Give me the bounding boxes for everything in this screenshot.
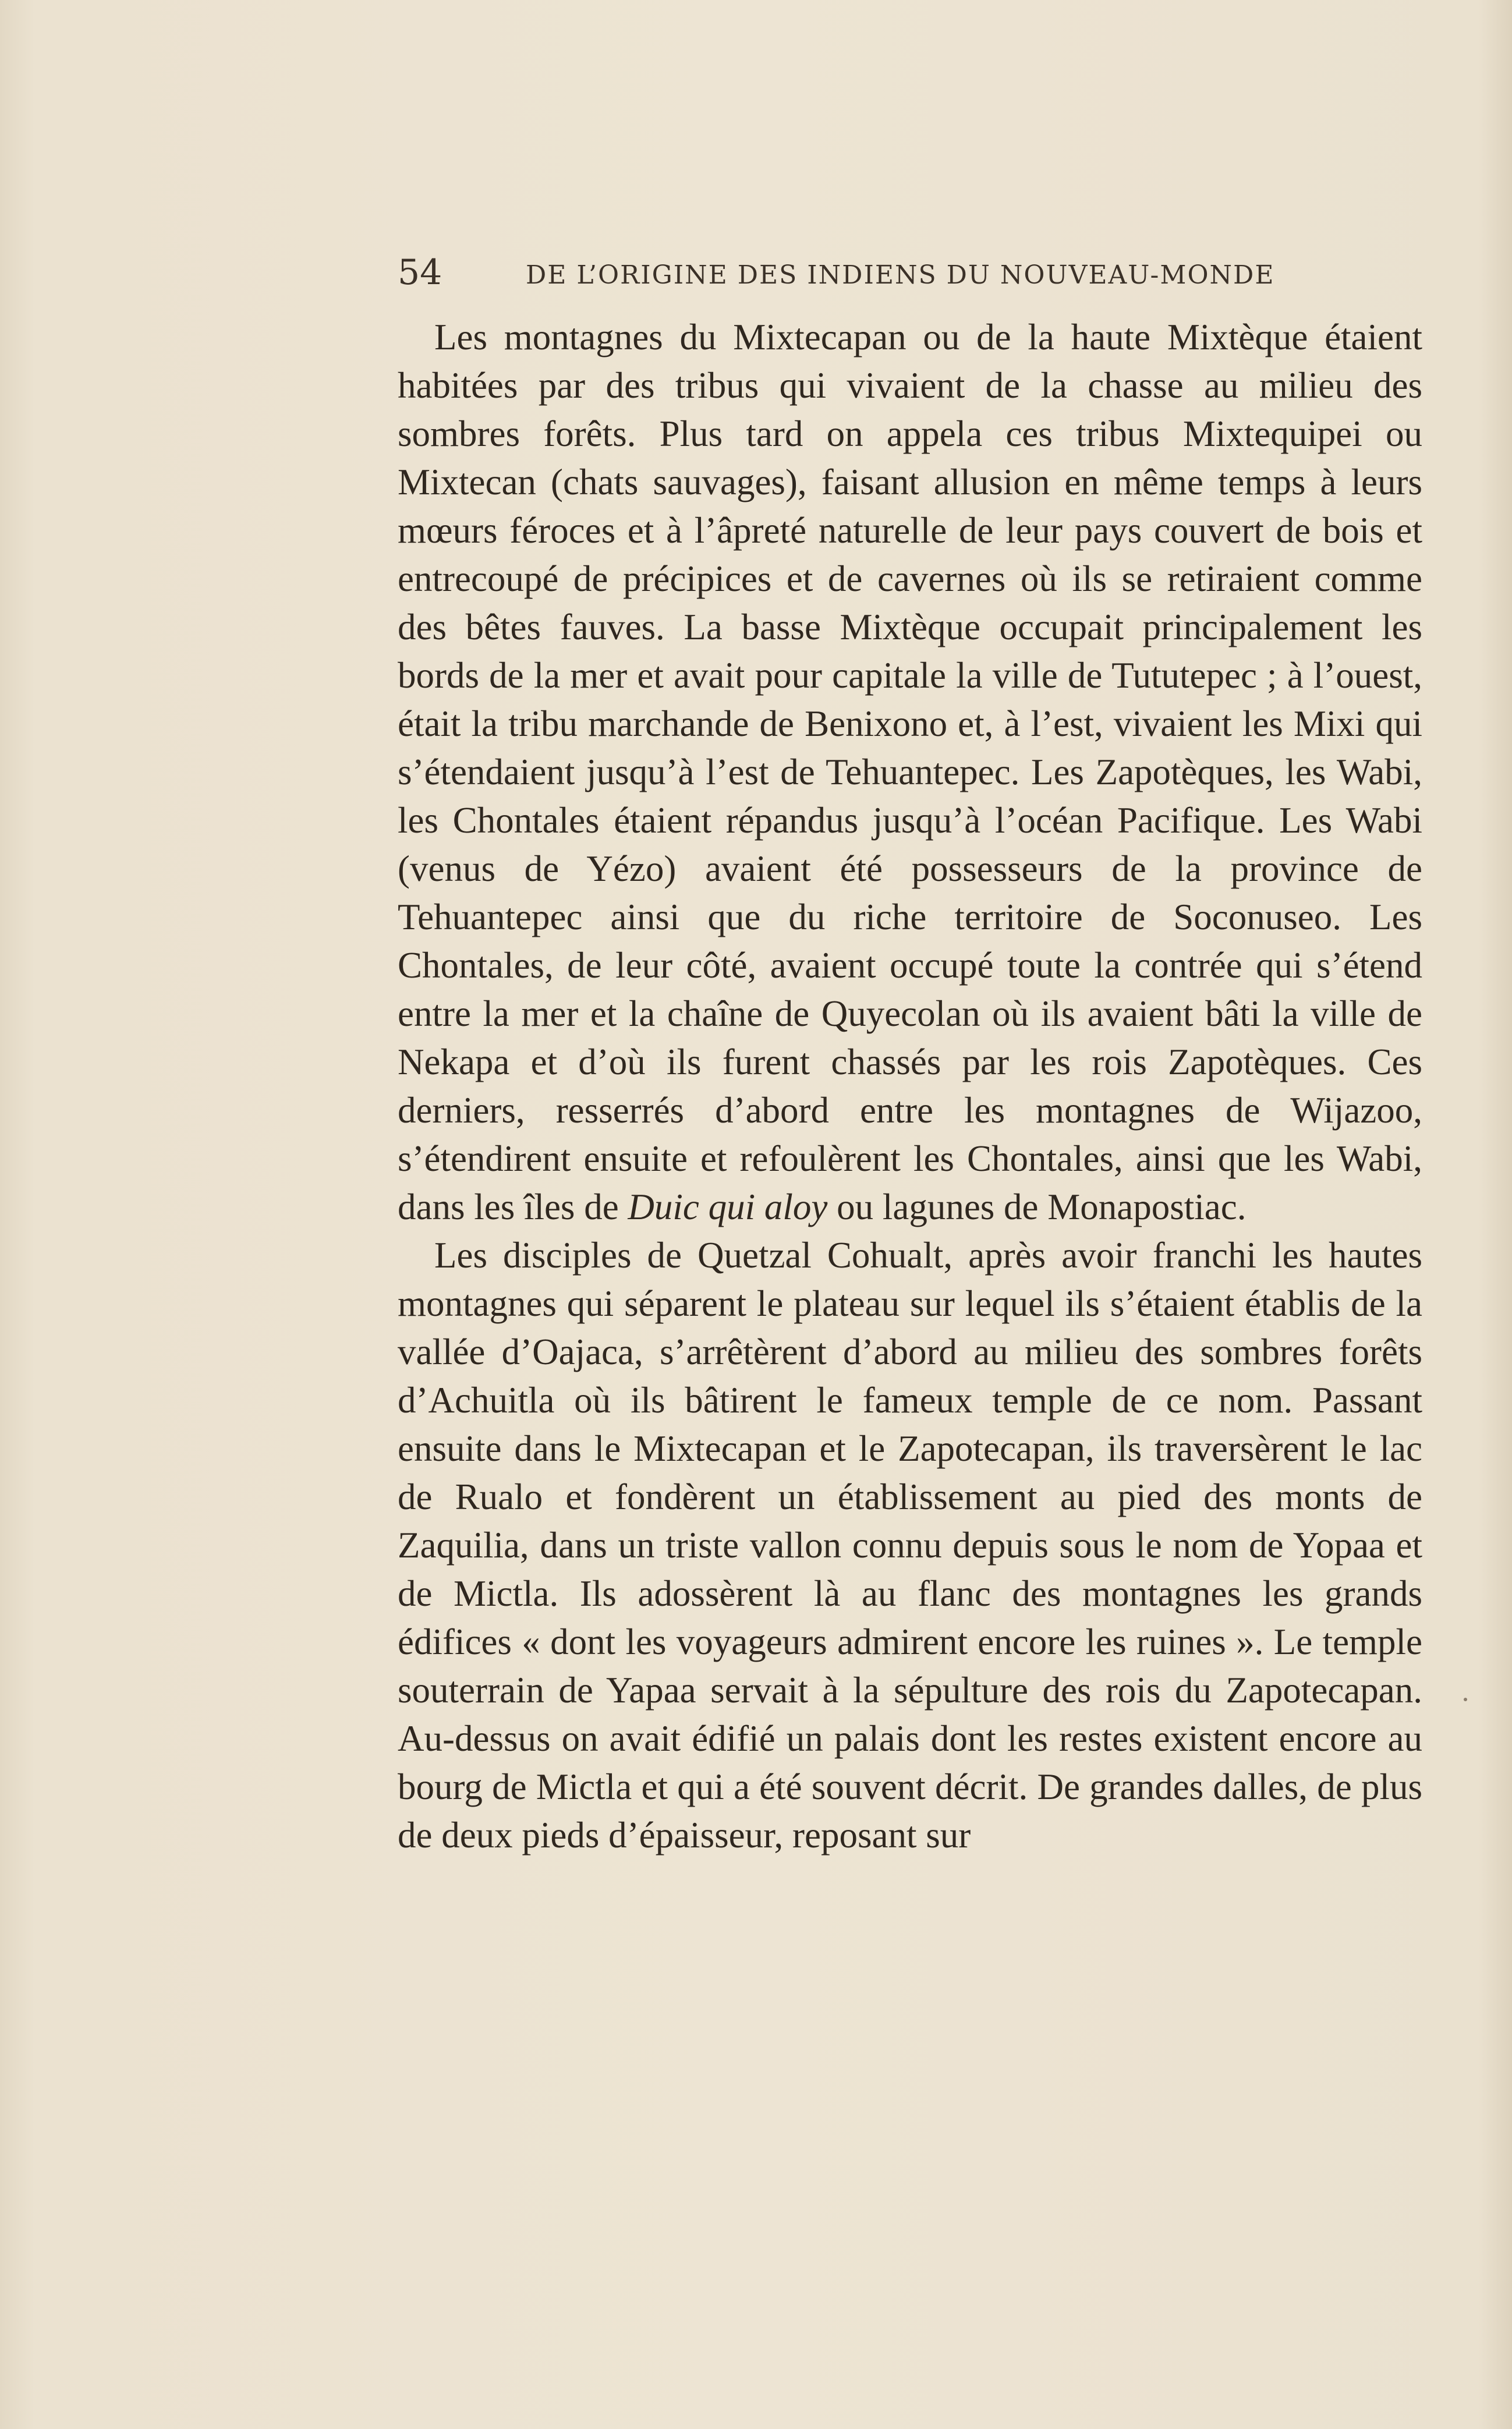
body-text <box>398 313 1422 1860</box>
paragraph-text-end: ou lagunes de Monapostiac. <box>837 1187 1247 1227</box>
italic-place-name: Duic qui aloy <box>628 1187 828 1227</box>
paragraph <box>398 313 1422 1231</box>
paragraph-text: Les montagnes du Mixtecapan ou de la haute Mixtèque étaient habitées par des tribus qui vivaient de la chasse au milieu des sombres forêts. Plus tard on appela ces tribus Mixtequipei ou Mixtecan (chats sauvages), faisant allusion en même temps à leurs mœurs féroces et à l’âpreté naturelle de leur pays couvert de bois et entrecoupé de précipices et de cavernes où ils se retiraient comme des bêtes fauves. La basse Mixtèque occupait principalement les bords de la mer et avait pour capitale la ville de Tututepec ; à l’ouest, était la tribu marchande de Benixono et, à l’est, vivaient les Mixi qui s’étendaient jusqu’à l’est de Tehuantepec. Les Zapotèques, les Wabi, les Chontales étaient répandus jusqu’à l’océan Pacifique. Les Wabi (venus de Yézo) avaient été possesseurs de la province de Tehuantepec ainsi que du riche territoire de Soconuseo. Les Chontales, de leur côté, avaient occupé toute la contrée qui s’étend entre la mer et la chaîne de Quyecolan où ils avaient bâti la ville de Nekapa et d’où ils furent chassés par les rois Zapotèques. Ces derniers, resserrés d’abord entre les montagnes de Wijazoo, s’étendirent ensuite et refoulèrent les Chontales, ainsi que les Wabi, dans les îles de <box>398 317 1422 1227</box>
page-number: 54 <box>398 252 442 293</box>
paper-speck <box>1464 1698 1467 1701</box>
page-header <box>398 252 1422 299</box>
running-title: DE L’ORIGINE DES INDIENS DU NOUVEAU-MONDE <box>526 260 1275 290</box>
paragraph <box>398 1231 1422 1860</box>
paragraph-text: Les disciples de Quetzal Cohualt, après avoir franchi les hautes montagnes qui séparent le plateau sur lequel ils s’étaient établis de la vallée d’Oajaca, s’arrêtèrent d’abord au milieu des sombres forêts d’Achuitla où ils bâtirent le fameux temple de ce nom. Passant ensuite dans le Mixtecapan et le Zapotecapan, ils traversèrent le lac de Rualo et fondèrent un établissement au pied des monts de Zaquilia, dans un triste vallon connu depuis sous le nom de Yopaa et de Mictla. Ils adossèrent là au flanc des montagnes les grands édifices « dont les voyageurs admirent encore les ruines ». Le temple souterrain de Yapaa servait à la sépulture des rois du Zapotecapan. Au-dessus on avait édifié un palais dont les restes existent encore au bourg de Mictla et qui a été souvent décrit. De grandes dalles, de plus de deux pieds d’épaisseur, reposant sur <box>398 1235 1422 1856</box>
